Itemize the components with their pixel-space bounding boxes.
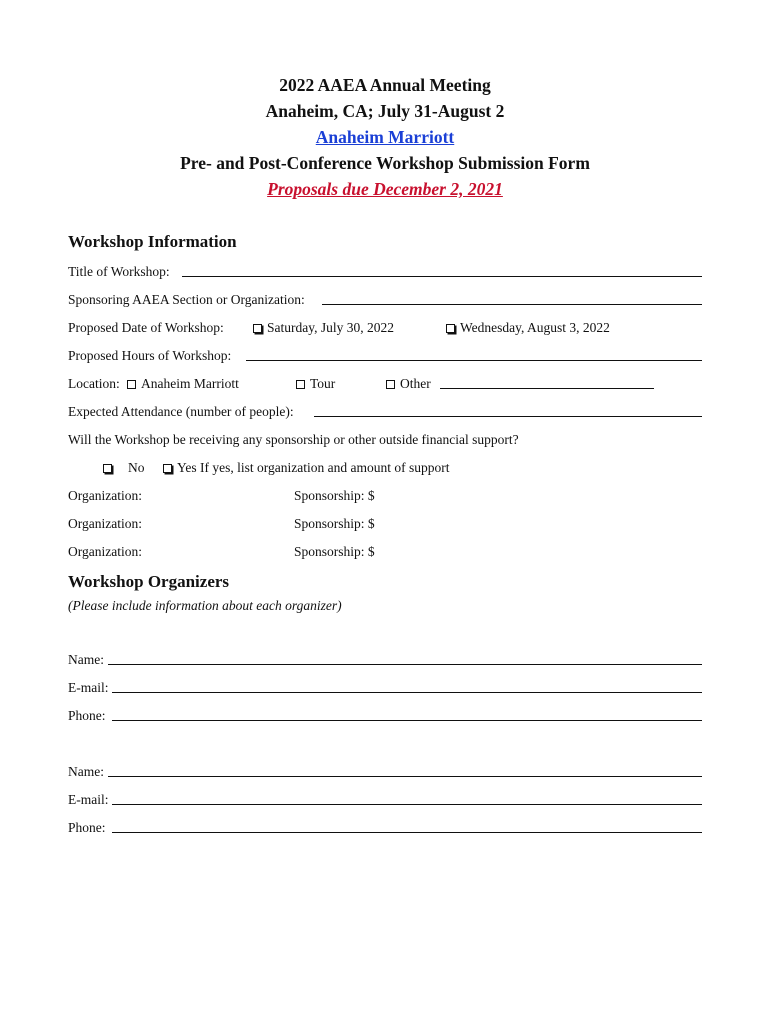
name-field[interactable] [108,776,702,777]
date-option-wednesday[interactable] [446,320,610,336]
date-option-saturday[interactable] [253,320,394,336]
checkbox-icon[interactable] [127,380,136,389]
sponsorship-yes-option[interactable] [163,460,449,476]
organizers-note: (Please include information about each organizer) [68,598,342,613]
location-option-1-label: Anaheim Marriott [141,376,239,391]
location-option-marriott[interactable] [127,376,239,392]
checkbox-icon[interactable] [446,324,455,333]
email-field[interactable] [112,692,702,693]
sponsor-field[interactable] [322,304,702,305]
form-header [0,72,770,202]
date-label: Proposed Date of Workshop: [68,320,224,335]
sponsorship-amount-label: Sponsorship: $ [294,516,375,531]
name-field[interactable] [108,664,702,665]
meeting-title: 2022 AAEA Annual Meeting [279,75,491,95]
location-option-2-label: Tour [310,376,336,391]
organization-label: Organization: [68,544,142,559]
email-label: E-mail: [68,680,109,695]
workshop-organizers-heading: Workshop Organizers [68,572,230,591]
yes-label: Yes If yes, list organization and amount of support [177,460,450,475]
hours-label: Proposed Hours of Workshop: [68,348,232,363]
date-option-2-label: Wednesday, August 3, 2022 [460,320,610,335]
name-label: Name: [68,764,104,779]
meeting-location: Anaheim, CA; July 31-August 2 [265,101,505,121]
location-option-3-label: Other [400,376,431,391]
form-title: Pre- and Post-Conference Workshop Submission Form [180,153,590,173]
phone-field[interactable] [112,832,702,833]
phone-label: Phone: [68,820,106,835]
checkbox-icon[interactable] [103,464,112,473]
name-label: Name: [68,652,104,667]
sponsorship-amount-label: Sponsorship: $ [294,544,375,559]
sponsorship-no-option[interactable] [103,460,145,476]
deadline-text: Proposals due December 2, 2021 [267,179,503,199]
other-location-field[interactable] [440,388,654,389]
checkbox-icon[interactable] [253,324,262,333]
workshop-information-heading: Workshop Information [68,232,237,251]
sponsorship-question: Will the Workshop be receiving any sponsorship or other outside financial support? [68,432,519,447]
title-label: Title of Workshop: [68,264,170,279]
location-option-other[interactable] [386,376,431,392]
sponsorship-amount-label: Sponsorship: $ [294,488,375,503]
hours-field[interactable] [246,360,702,361]
checkbox-icon[interactable] [163,464,172,473]
sponsor-label: Sponsoring AAEA Section or Organization: [68,292,305,307]
checkbox-icon[interactable] [386,380,395,389]
email-label: E-mail: [68,792,109,807]
attendance-field[interactable] [314,416,702,417]
venue-link[interactable]: Anaheim Marriott [315,127,455,147]
checkbox-icon[interactable] [296,380,305,389]
location-label: Location: [68,376,120,391]
no-label: No [128,460,145,475]
attendance-label: Expected Attendance (number of people): [68,404,294,419]
location-option-tour[interactable] [296,376,335,392]
phone-field[interactable] [112,720,702,721]
organization-label: Organization: [68,488,142,503]
email-field[interactable] [112,804,702,805]
title-field[interactable] [182,276,702,277]
phone-label: Phone: [68,708,106,723]
date-option-1-label: Saturday, July 30, 2022 [267,320,394,335]
organization-label: Organization: [68,516,142,531]
